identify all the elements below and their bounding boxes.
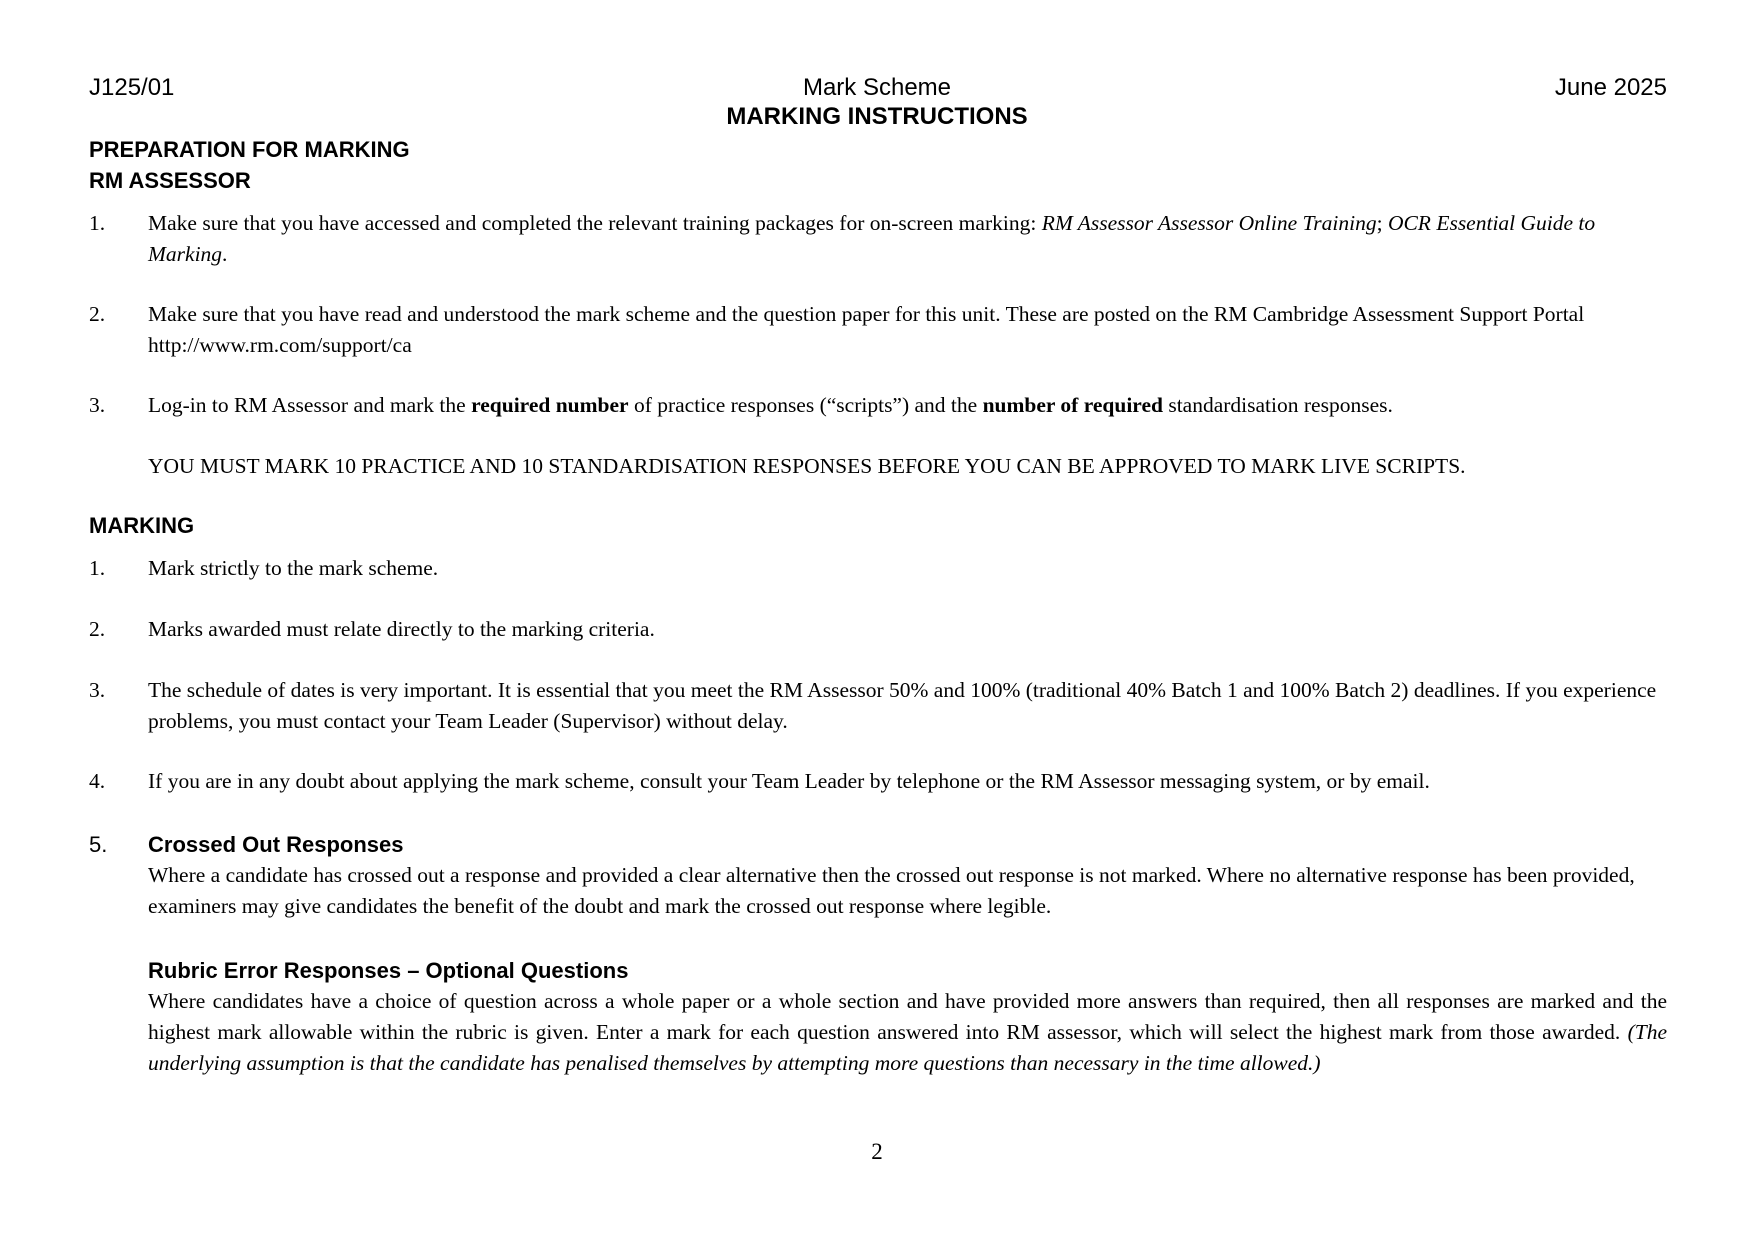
item-text: If you are in any doubt about applying the mark scheme, consult your Team Leader by telephone or the RM Assessor messaging system, or by email. [148,769,1430,793]
rubric-title: Rubric Error Responses – Optional Questions [148,958,629,983]
section-heading-marking: MARKING [89,513,195,538]
item-number: 1. [89,211,106,235]
list-item [89,299,1667,361]
item-text: Marks awarded must relate directly to the marking criteria. [148,617,655,641]
item-number: 2. [89,302,106,326]
item-number: 3. [89,393,106,417]
item-title: Crossed Out Responses [148,832,404,857]
page-title: MARKING INSTRUCTIONS [726,103,1028,130]
list-item [89,675,1667,737]
item-number: 2. [89,617,106,641]
rubric-section [148,955,1667,1079]
item-number: 1. [89,556,106,580]
item-number: 4. [89,769,106,793]
rubric-text: Where candidates have a choice of question across a whole paper or a whole section and have provided more answers than required, then all responses are marked and the highest mark allowable within the rubric is given. Enter a mark for each question answered into RM assessor, which will select the highest mark from those awarded. (The underlying assumption is that the candidate has penalised themselves by attempting more questions than necessary in the time allowed.) [148,989,1667,1075]
item-number: 5. [89,832,108,857]
notice-text: YOU MUST MARK 10 PRACTICE AND 10 STANDARDISATION RESPONSES BEFORE YOU CAN BE APPROVED TO MARK LIVE SCRIPTS. [148,454,1466,478]
page-number: 2 [871,1139,883,1164]
list-item [89,553,1667,584]
item-text: Log-in to RM Assessor and mark the required number of practice responses (“scripts”) and the number of required standardisation responses. [148,393,1393,417]
list-item [89,208,1667,270]
paper-code: J125/01 [89,74,175,101]
item-text: Make sure that you have read and understood the mark scheme and the question paper for this unit. These are posted on the RM Cambridge Assessment Support Portal http://www.rm.com/support/ca [148,302,1585,357]
section-heading-preparation: PREPARATION FOR MARKING [89,137,410,162]
list-item [89,829,1667,922]
item-number: 3. [89,678,106,702]
list-item [89,390,1667,421]
item-text: Mark strictly to the mark scheme. [148,556,439,580]
exam-date: June 2025 [1554,74,1667,101]
list-item [89,766,1667,797]
item-text: Make sure that you have accessed and completed the relevant training packages for on-screen marking: RM Assessor Assessor Online Training; OCR Essential Guide to Marking. [148,211,1596,266]
list-item [89,614,1667,645]
item-text: Where a candidate has crossed out a response and provided a clear alternative then the crossed out response is not marked. Where no alternative response has been provided, examiners may give candidates the benefit of the doubt and mark the crossed out response where legible. [148,863,1635,918]
document-type: Mark Scheme [802,74,952,101]
subheading-rm-assessor: RM ASSESSOR [89,168,251,193]
item-text: The schedule of dates is very important. It is essential that you meet the RM Assessor 50% and 100% (traditional 40% Batch 1 and 100% Batch 2) deadlines. If you experience problems, you must contact your Team Leader (Supervisor) without delay. [148,678,1657,733]
